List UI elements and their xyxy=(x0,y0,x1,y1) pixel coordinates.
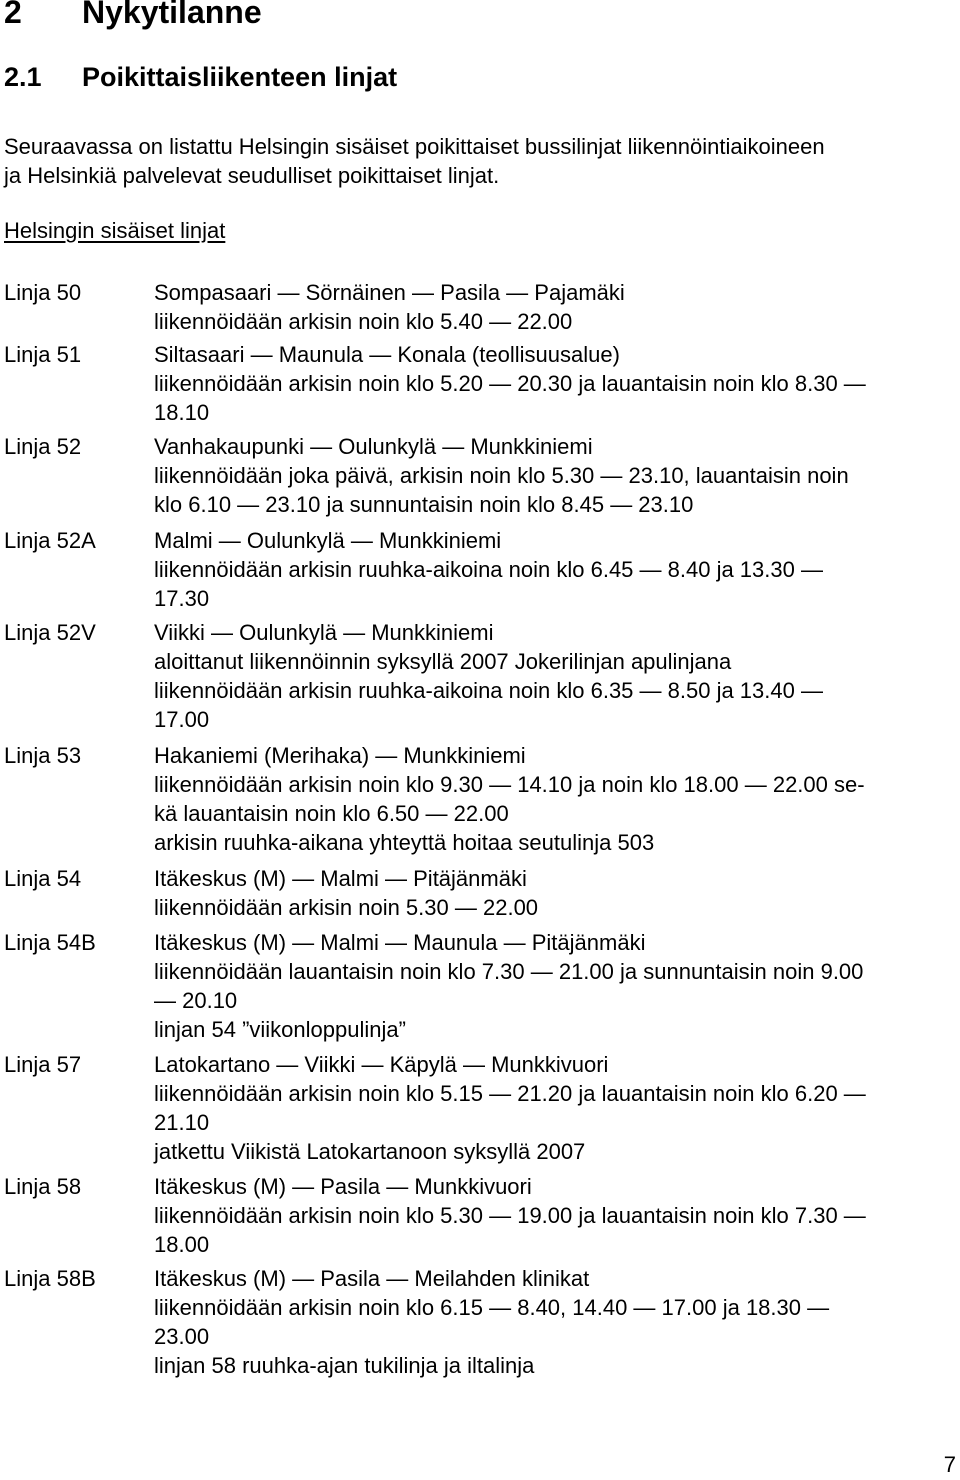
section-heading xyxy=(4,62,397,93)
schedule-text: arkisin ruuhka-aikana yhteyttä hoitaa seutulinja 503 xyxy=(154,830,655,855)
route-text: Itäkeskus (M) — Malmi — Pitäjänmäki xyxy=(154,866,527,891)
bus-line-label: Linja 50 xyxy=(4,280,82,305)
bus-line-label: Linja 53 xyxy=(4,743,82,768)
route-text: Latokartano — Viikki — Käpylä — Munkkivuori xyxy=(154,1052,609,1077)
bus-line-description xyxy=(154,1172,954,1259)
route-text: Vanhakaupunki — Oulunkylä — Munkkiniemi xyxy=(154,434,593,459)
page-number: 7 xyxy=(943,1452,956,1477)
bus-line-description xyxy=(154,618,954,734)
bus-line-label: Linja 54B xyxy=(4,930,96,955)
intro-line: Seuraavassa on listattu Helsingin sisäiset poikittaiset bussilinjat liikennöintiaikoineen xyxy=(4,134,825,159)
schedule-text: liikennöidään arkisin noin klo 9.30 — 14.10 ja noin klo 18.00 — 22.00 se- xyxy=(154,772,865,797)
route-text: Hakaniemi (Merihaka) — Munkkiniemi xyxy=(154,743,526,768)
bus-line-label: Linja 52 xyxy=(4,434,82,459)
route-text: Sompasaari — Sörnäinen — Pasila — Pajamäki xyxy=(154,280,625,305)
schedule-text: liikennöidään arkisin noin klo 6.15 — 8.40, 14.40 — 17.00 ja 18.30 — xyxy=(154,1295,830,1320)
bus-line-label: Linja 58B xyxy=(4,1266,96,1291)
intro-line: ja Helsinkiä palvelevat seudulliset poikittaiset linjat. xyxy=(4,163,500,188)
route-text: Siltasaari — Maunula — Konala (teollisuusalue) xyxy=(154,342,620,367)
bus-line-description xyxy=(154,864,954,922)
bus-line-label: Linja 58 xyxy=(4,1174,82,1199)
schedule-text: liikennöidään arkisin noin klo 5.30 — 19.00 ja lauantaisin noin klo 7.30 — xyxy=(154,1203,866,1228)
bus-line-description xyxy=(154,1050,954,1166)
bus-line-label: Linja 52V xyxy=(4,620,96,645)
schedule-text: linjan 54 ”viikonloppulinja” xyxy=(154,1017,406,1042)
schedule-text: liikennöidään arkisin ruuhka-aikoina noin klo 6.45 — 8.40 ja 13.30 — xyxy=(154,557,823,582)
bus-line-description xyxy=(154,278,954,336)
subsection-heading: Helsingin sisäiset linjat xyxy=(4,218,226,243)
intro-paragraph xyxy=(4,132,956,190)
bus-line-label: Linja 52A xyxy=(4,528,96,553)
schedule-text: aloittanut liikennöinnin syksyllä 2007 Jokerilinjan apulinjana xyxy=(154,649,732,674)
schedule-text: liikennöidään arkisin ruuhka-aikoina noin klo 6.35 — 8.50 ja 13.40 — xyxy=(154,678,823,703)
section-title: Poikittaisliikenteen linjat xyxy=(82,62,398,92)
schedule-text: 18.00 xyxy=(154,1232,210,1257)
chapter-title: Nykytilanne xyxy=(82,0,262,30)
route-text: Itäkeskus (M) — Pasila — Meilahden klinikat xyxy=(154,1266,590,1291)
chapter-number: 2 xyxy=(4,0,22,30)
section-number: 2.1 xyxy=(4,62,42,92)
bus-line-description xyxy=(154,741,954,857)
bus-line-label: Linja 51 xyxy=(4,342,82,367)
schedule-text: liikennöidään arkisin noin 5.30 — 22.00 xyxy=(154,895,539,920)
schedule-text: — 20.10 xyxy=(154,988,238,1013)
bus-line-label: Linja 54 xyxy=(4,866,82,891)
bus-line-label: Linja 57 xyxy=(4,1052,82,1077)
route-text: Itäkeskus (M) — Pasila — Munkkivuori xyxy=(154,1174,532,1199)
schedule-text: 23.00 xyxy=(154,1324,210,1349)
route-text: Itäkeskus (M) — Malmi — Maunula — Pitäjänmäki xyxy=(154,930,646,955)
chapter-heading xyxy=(4,0,262,31)
schedule-text: klo 6.10 — 23.10 ja sunnuntaisin noin klo 8.45 — 23.10 xyxy=(154,492,694,517)
schedule-text: jatkettu Viikistä Latokartanoon syksyllä 2007 xyxy=(154,1139,586,1164)
schedule-text: 18.10 xyxy=(154,400,210,425)
bus-line-description xyxy=(154,340,954,427)
schedule-text: liikennöidään joka päivä, arkisin noin klo 5.30 — 23.10, lauantaisin noin xyxy=(154,463,849,488)
schedule-text: linjan 58 ruuhka-ajan tukilinja ja iltalinja xyxy=(154,1353,535,1378)
schedule-text: 17.00 xyxy=(154,707,210,732)
schedule-text: 17.30 xyxy=(154,586,210,611)
route-text: Malmi — Oulunkylä — Munkkiniemi xyxy=(154,528,502,553)
schedule-text: 21.10 xyxy=(154,1110,210,1135)
bus-line-description xyxy=(154,1264,954,1380)
schedule-text: liikennöidään arkisin noin klo 5.15 — 21.20 ja lauantaisin noin klo 6.20 — xyxy=(154,1081,866,1106)
route-text: Viikki — Oulunkylä — Munkkiniemi xyxy=(154,620,494,645)
schedule-text: liikennöidään arkisin noin klo 5.40 — 22.00 xyxy=(154,309,573,334)
schedule-text: liikennöidään lauantaisin noin klo 7.30 — 21.00 ja sunnuntaisin noin 9.00 xyxy=(154,959,864,984)
bus-line-description xyxy=(154,526,954,613)
schedule-text: kä lauantaisin noin klo 6.50 — 22.00 xyxy=(154,801,509,826)
bus-line-description xyxy=(154,432,954,519)
schedule-text: liikennöidään arkisin noin klo 5.20 — 20.30 ja lauantaisin noin klo 8.30 — xyxy=(154,371,866,396)
bus-line-description xyxy=(154,928,954,1044)
